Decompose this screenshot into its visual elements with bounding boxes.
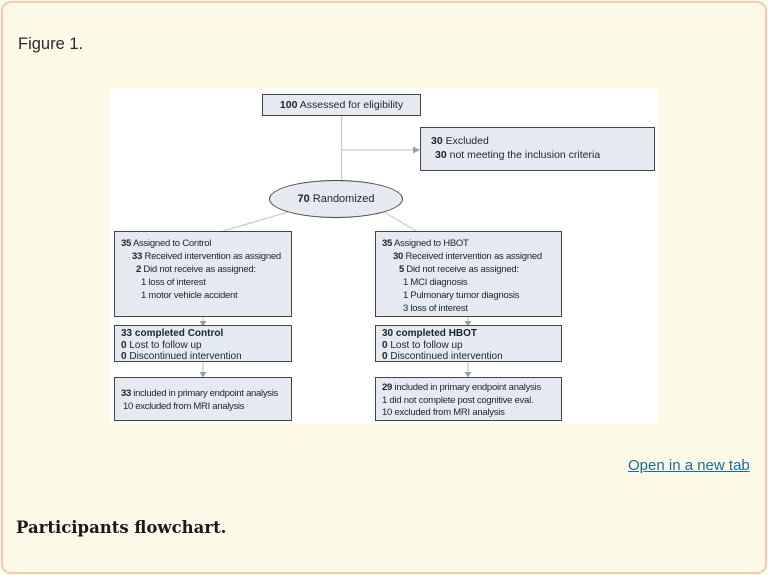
completed-hbot-box: 30 completed HBOT 0 Lost to follow up 0 Discontinued intervention <box>375 325 562 362</box>
excluded-box: 30 Excluded 30 not meeting the inclusion criteria <box>420 127 655 171</box>
open-in-new-tab-link[interactable]: Open in a new tab <box>628 457 750 474</box>
assessed-box: 100 Assessed for eligibility <box>262 94 421 116</box>
analysis-hbot-box: 29 included in primary endpoint analysis 1 did not complete post cognitive eval. 10 excluded from MRI analysis <box>375 377 562 421</box>
analysis-control-box: 33 included in primary endpoint analysis 10 excluded from MRI analysis <box>114 377 292 421</box>
figure-caption: Participants flowchart. <box>16 518 227 537</box>
figure-label: Figure 1. <box>18 35 84 53</box>
assigned-control-box: 35 Assigned to Control 33 Received intervention as assigned 2 Did not receive as assigned: 1 loss of interest 1 motor vehicle accident <box>114 231 292 317</box>
assigned-hbot-box: 35 Assigned to HBOT 30 Received intervention as assigned 5 Did not receive as assigned: 1 MCI diagnosis 1 Pulmonary tumor diagnosis 3 loss of interest <box>375 231 562 317</box>
randomized-ellipse: 70 Randomized <box>269 180 403 218</box>
figure-panel <box>110 88 658 424</box>
completed-control-box: 33 completed Control 0 Lost to follow up 0 Discontinued intervention <box>114 325 292 362</box>
